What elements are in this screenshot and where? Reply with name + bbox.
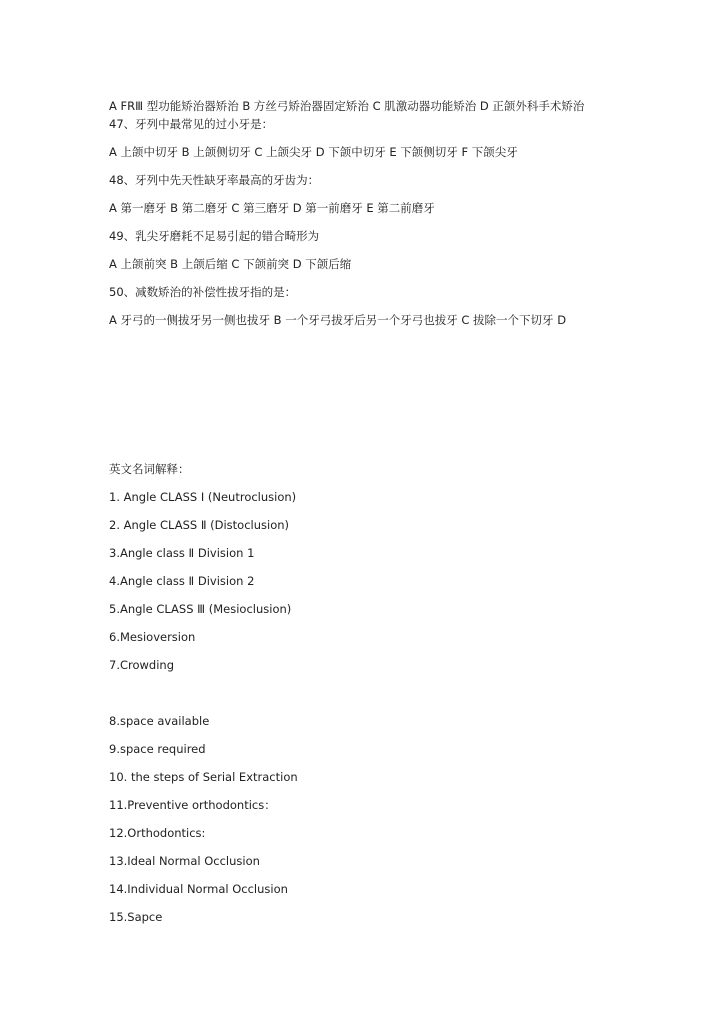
term-item: 13.Ideal Normal Occlusion <box>109 854 260 868</box>
answer-options-49: A 上颌前突 B 上颌后缩 C 下颌前突 D 下颌后缩 <box>109 257 352 271</box>
question-49: 49、乳尖牙磨耗不足易引起的错合畸形为 <box>109 229 320 243</box>
terms-block <box>109 460 629 936</box>
term-item: 3.Angle class Ⅱ Division 1 <box>109 546 255 560</box>
term-item: 2. Angle CLASS Ⅱ (Distoclusion) <box>109 518 290 532</box>
answer-options-46: A FRⅢ 型功能矫治器矫治 B 方丝弓矫治器固定矫治 C 肌激动器功能矫治 D 正颌外科手术矫治 <box>109 99 585 113</box>
term-item: 6.Mesioversion <box>109 630 196 644</box>
term-item: 8.space available <box>109 714 210 728</box>
question-50: 50、减数矫治的补偿性拔牙指的是： <box>109 285 297 299</box>
term-item: 1. Angle CLASS Ⅰ (Neutroclusion) <box>109 490 297 504</box>
term-item: 14.Individual Normal Occlusion <box>109 882 288 896</box>
terms-heading: 英文名词解释： <box>109 462 190 476</box>
question-block <box>109 97 629 339</box>
spacer <box>109 684 629 712</box>
term-item: 11.Preventive orthodontics： <box>109 798 276 812</box>
term-item: 15.Sapce <box>109 910 163 924</box>
answer-options-50: A 牙弓的一侧拔牙另一侧也拔牙 B 一个牙弓拔牙后另一个牙弓也拔牙 C 拔除一个下切牙 D <box>109 313 567 327</box>
question-48: 48、牙列中先天性缺牙率最高的牙齿为： <box>109 173 320 187</box>
term-item: 4.Angle class Ⅱ Division 2 <box>109 574 255 588</box>
term-item: 7.Crowding <box>109 658 175 672</box>
answer-options-47: A 上颌中切牙 B 上颌侧切牙 C 上颌尖牙 D 下颌中切牙 E 下颌侧切牙 F 下颌尖牙 <box>109 145 518 159</box>
term-item: 9.space required <box>109 742 206 756</box>
term-item: 5.Angle CLASS Ⅲ (Mesioclusion) <box>109 602 292 616</box>
term-item: 10. the steps of Serial Extraction <box>109 770 298 784</box>
question-47: 47、牙列中最常见的过小牙是： <box>109 117 274 131</box>
term-item: 12.Orthodontics: <box>109 826 206 840</box>
answer-options-48: A 第一磨牙 B 第二磨牙 C 第三磨牙 D 第一前磨牙 E 第二前磨牙 <box>109 201 435 215</box>
